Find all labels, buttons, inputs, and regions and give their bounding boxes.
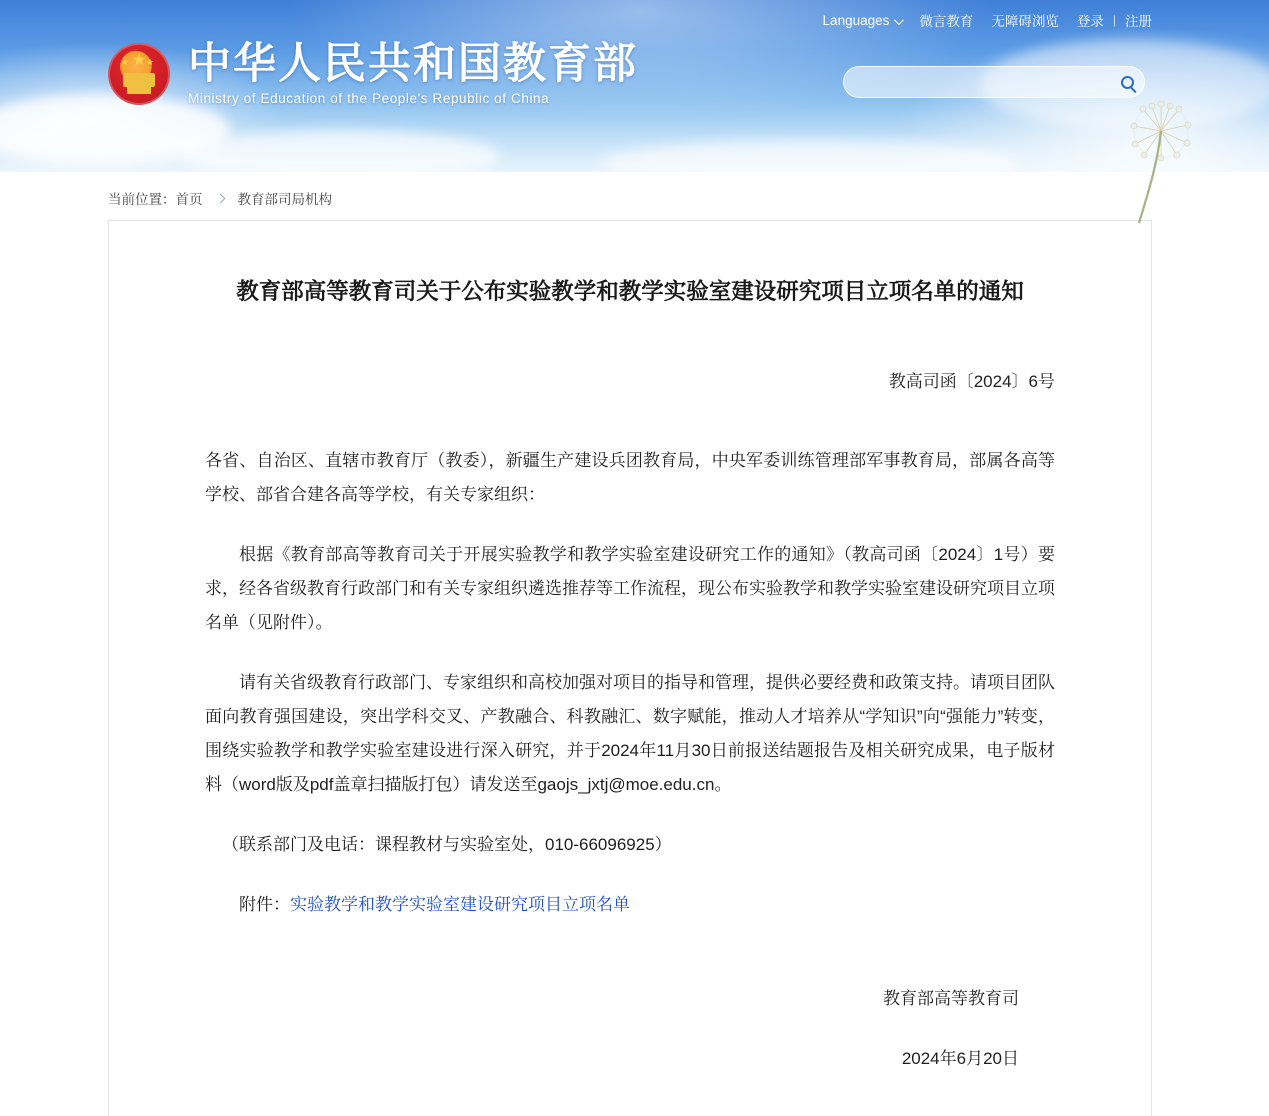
- brand-title-cn: 中华人民共和国教育部: [188, 41, 638, 88]
- nav-item-login[interactable]: 登录: [1076, 14, 1104, 29]
- nav-label-languages: Languages: [822, 12, 890, 28]
- cloud-decoration: [180, 130, 500, 182]
- attachment-row: [205, 888, 1055, 922]
- cloud-decoration: [600, 140, 1020, 186]
- attachment-label: 附件：: [239, 894, 290, 914]
- document-number: 教高司函〔2024〕6号: [888, 371, 1055, 391]
- nav-item-weiyan[interactable]: 微言教育: [919, 14, 974, 29]
- search-button[interactable]: [1110, 67, 1144, 97]
- paragraph-contact: （联系部门及电话：课程教材与实验室处，010-66096925）: [222, 834, 672, 854]
- page-title: 教育部高等教育司关于公布实验教学和教学实验室建设研究项目立项名单的通知: [236, 279, 1024, 304]
- search-input[interactable]: [844, 75, 1110, 90]
- star-glyph: ★: [121, 57, 130, 68]
- star-glyph: ★: [132, 52, 147, 70]
- breadcrumb-item-home[interactable]: 首页: [175, 192, 203, 207]
- signature-issuer: 教育部高等教育司: [883, 988, 1019, 1008]
- paragraph-addressees: 各省、自治区、直辖市教育厅（教委），新疆生产建设兵团教育局，中央军委训练管理部军事教育局，部属各高等学校、部省合建各高等学校，有关专家组织：: [205, 450, 1055, 504]
- nav-item-languages[interactable]: [814, 11, 911, 30]
- national-emblem-icon: [108, 43, 170, 105]
- chevron-down-icon: [894, 15, 904, 25]
- breadcrumb-item-departments[interactable]: 教育部司局机构: [237, 192, 332, 207]
- breadcrumb: [0, 172, 1269, 220]
- paragraph-background: 根据《教育部高等教育司关于开展实验教学和教学实验室建设研究工作的通知》（教高司函〔2024〕1号）要求，经各省级教育行政部门和有关专家组织遴选推荐等工作流程，现公布实验教学和教学实验室建设研究项目立项名单（见附件）。: [205, 544, 1055, 632]
- attachment-link[interactable]: 实验教学和教学实验室建设研究项目立项名单: [290, 894, 630, 914]
- nav-item-register[interactable]: 注册: [1125, 14, 1152, 29]
- nav-separator: |: [1112, 13, 1116, 27]
- signature-date: 2024年6月20日: [901, 1048, 1019, 1068]
- tiananmen-shape: [123, 73, 155, 87]
- brand-title-en: Ministry of Education of the People's Republic of China: [188, 91, 550, 107]
- search-box[interactable]: [843, 66, 1145, 98]
- chevron-right-icon: [215, 193, 225, 203]
- article-container: [108, 220, 1152, 1116]
- search-icon: [1121, 76, 1134, 89]
- signature-block: [205, 982, 1055, 1076]
- brand-text: [188, 42, 638, 106]
- nav-item-accessibility[interactable]: 无障碍浏览: [991, 14, 1059, 29]
- site-brand[interactable]: [108, 42, 638, 106]
- site-header: [0, 0, 1269, 172]
- top-navigation: [814, 8, 1161, 32]
- paragraph-requirements: 请有关省级教育行政部门、专家组织和高校加强对项目的指导和管理，提供必要经费和政策支持。请项目团队面向教育强国建设，突出学科交叉、产教融合、科教融汇、数字赋能，推动人才培养从“学知识”向“强能力”转变，围绕实验教学和教学实验室建设进行深入研究，并于2024年11月30日前报送结题报告及相关研究成果，电子版材料（word版及pdf盖章扫描版打包）请发送至gaojs_jxtj@moe.edu.cn。: [205, 672, 1055, 794]
- breadcrumb-label: 当前位置：: [108, 192, 176, 207]
- star-glyph: ★: [146, 57, 155, 68]
